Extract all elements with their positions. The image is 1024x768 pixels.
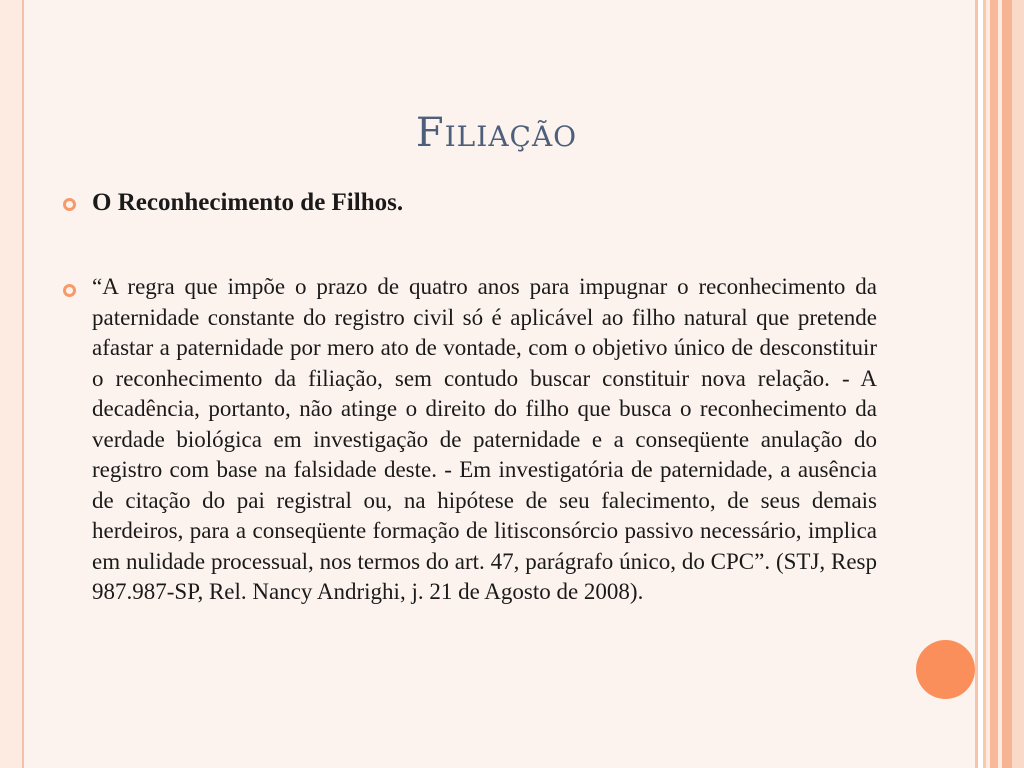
bullet-icon: [63, 198, 76, 211]
decorative-circle: [916, 640, 975, 699]
right-stripe: [1012, 0, 1024, 768]
bullet-icon: [63, 284, 76, 297]
right-stripe: [1002, 0, 1012, 768]
bullet-heading: O Reconhecimento de Filhos.: [92, 189, 404, 216]
slide-title: Filiação: [415, 110, 578, 156]
right-stripe: [990, 0, 998, 768]
left-frame: [0, 0, 22, 768]
bullet-quote: “A regra que impõe o prazo de quatro anos para impugnar o reconhecimento da paternidade constante do registro civil só é aplicável ao filho natural que pretende afastar a paternidade por mero ato de vontade, com o objetivo único de desconstituir o reconhecimento da filiação, sem contudo buscar constituir nova relação. - A decadência, portanto, não atinge o direito do filho que busca o reconhecimento da verdade biológica em investigação de paternidade e a conseqüente anulação do registro com base na falsidade deste. - Em investigatória de paternidade, a ausência de citação do pai registral ou, na hipótese de seu falecimento, de seus demais herdeiros, para a conseqüente formação de litisconsórcio passivo necessário, implica em nulidade processual, nos termos do art. 47, parágrafo único, do CPC”. (STJ, Resp 987.987-SP, Rel. Nancy Andrighi, j. 21 de Agosto de 2008).: [92, 274, 877, 604]
